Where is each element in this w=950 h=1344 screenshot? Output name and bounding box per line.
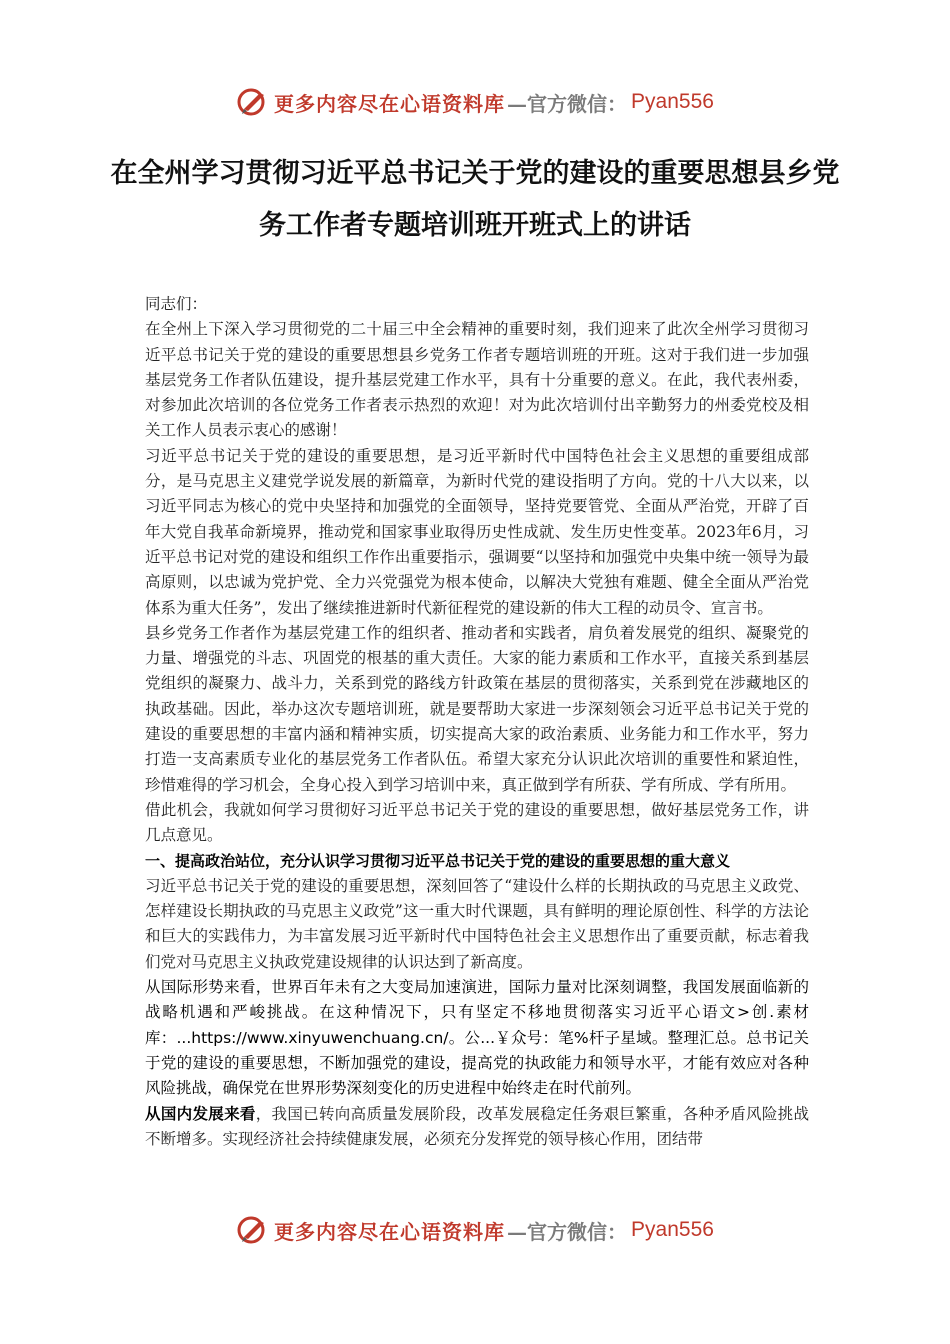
document-body xyxy=(145,292,809,1152)
section-heading: 一、提高政治站位，充分认识学习贯彻习近平总书记关于党的建设的重要思想的重大意义 xyxy=(145,851,731,870)
paragraph-rest: ，我国已转向高质量发展阶段，改革发展稳定任务艰巨繁重，各种矛盾风险挑战不断增多。实现经济社会持续健康发展，必须充分发挥党的领导核心作用，团结带 xyxy=(145,1104,809,1148)
paragraph: 在全州上下深入学习贯彻党的二十届三中全会精神的重要时刻，我们迎来了此次全州学习贯彻习近平总书记关于党的建设的重要思想县乡党务工作者专题培训班的开班。这对于我们进一步加强基层党务工作者队伍建设，提升基层党建工作水平，具有十分重要的意义。在此，我代表州委，对参加此次培训的各位党务工作者表示热烈的欢迎！对为此次培训付出辛勤努力的州委党校及相关工作人员表示衷心的感谢！ xyxy=(145,320,809,440)
page-title: 在全州学习贯彻习近平总书记关于党的建设的重要思想县乡党务工作者专题培训班开班式上的讲话 xyxy=(110,158,840,241)
banner-text: 更多内容尽在心语资料库 xyxy=(274,1219,506,1244)
banner-account: Pyan556 xyxy=(631,1218,714,1241)
banner-text: 更多内容尽在心语资料库 xyxy=(274,91,506,116)
paragraph: 习近平总书记关于党的建设的重要思想，是习近平新时代中国特色社会主义思想的重要组成部分，是马克思主义建党学说发展的新篇章，为新时代党的建设指明了方向。党的十八大以来，以习近平同志为核心的党中央坚持和加强党的全面领导，坚持党要管党、全面从严治党，开辟了百年大党自我革命新境界，推动党和国家事业取得历史性成就、发生历史性变革。2023年6月，习近平总书记对党的建设和组织工作作出重要指示，强调要“以坚持和加强党中央集中统一领导为最高原则，以忠诚为党护党、全力兴党强党为根本使命，以解决大党独有难题、健全全面从严治党体系为重大任务”，发出了继续推进新时代新征程党的建设新的伟大工程的动员令、宣言书。 xyxy=(145,446,809,617)
banner-separator: —官方微信： xyxy=(507,1219,628,1244)
watermark-banner-top xyxy=(0,82,950,122)
paragraph xyxy=(145,1102,809,1153)
paragraph: 从国际形势来看，世界百年未有之大变局加速演进，国际力量对比深刻调整，我国发展面临新的战略机遇和严峻挑战。在这种情况下，只有坚定不移地贯彻落实习近平心语文>创.素材库：...https://www.xinyuwenchuang.cn/。公...￥众号：笔%杆子星域。整理汇总。总书记关于党的建设的重要思想，不断加强党的建设，提高党的执政能力和领导水平，才能有效应对各种风险挑战，确保党在世界形势深刻变化的历史进程中始终走在时代前列。 xyxy=(145,978,809,1098)
banner-separator: —官方微信： xyxy=(507,91,628,116)
pen-logo-icon xyxy=(236,85,270,119)
paragraph: 借此机会，我就如何学习贯彻好习近平总书记关于党的建设的重要思想，做好基层党务工作，讲几点意见。 xyxy=(145,800,809,845)
paragraph: 县乡党务工作者作为基层党建工作的组织者、推动者和实践者，肩负着发展党的组织、凝聚党的力量、增强党的斗志、巩固党的根基的重大责任。大家的能力素质和工作水平，直接关系到基层党组织的凝聚力、战斗力，关系到党的路线方针政策在基层的贯彻落实，关系到党在涉藏地区的执政基础。因此，举办这次专题培训班，就是要帮助大家进一步深刻领会习近平总书记关于党的建设的重要思想的丰富内涵和精神实质，切实提高大家的政治素质、业务能力和工作水平，努力打造一支高素质专业化的基层党务工作者队伍。希望大家充分认识此次培训的重要性和紧迫性，珍惜难得的学习机会，全身心投入到学习培训中来，真正做到学有所获、学有所成、学有所用。 xyxy=(145,623,809,794)
watermark-banner-bottom xyxy=(0,1210,950,1250)
banner-account: Pyan556 xyxy=(631,90,714,113)
paragraph-lead: 从国内发展来看 xyxy=(145,1104,256,1123)
paragraph: 习近平总书记关于党的建设的重要思想，深刻回答了“建设什么样的长期执政的马克思主义政党、怎样建设长期执政的马克思主义政党”这一重大时代课题，具有鲜明的理论原创性、科学的方法论和巨大的实践伟力，为丰富发展习近平新时代中国特色社会主义思想作出了重要贡献，标志着我们党对马克思主义执政党建设规律的认识达到了新高度。 xyxy=(145,876,809,971)
greeting: 同志们： xyxy=(145,295,208,313)
pen-logo-icon xyxy=(236,1213,270,1247)
